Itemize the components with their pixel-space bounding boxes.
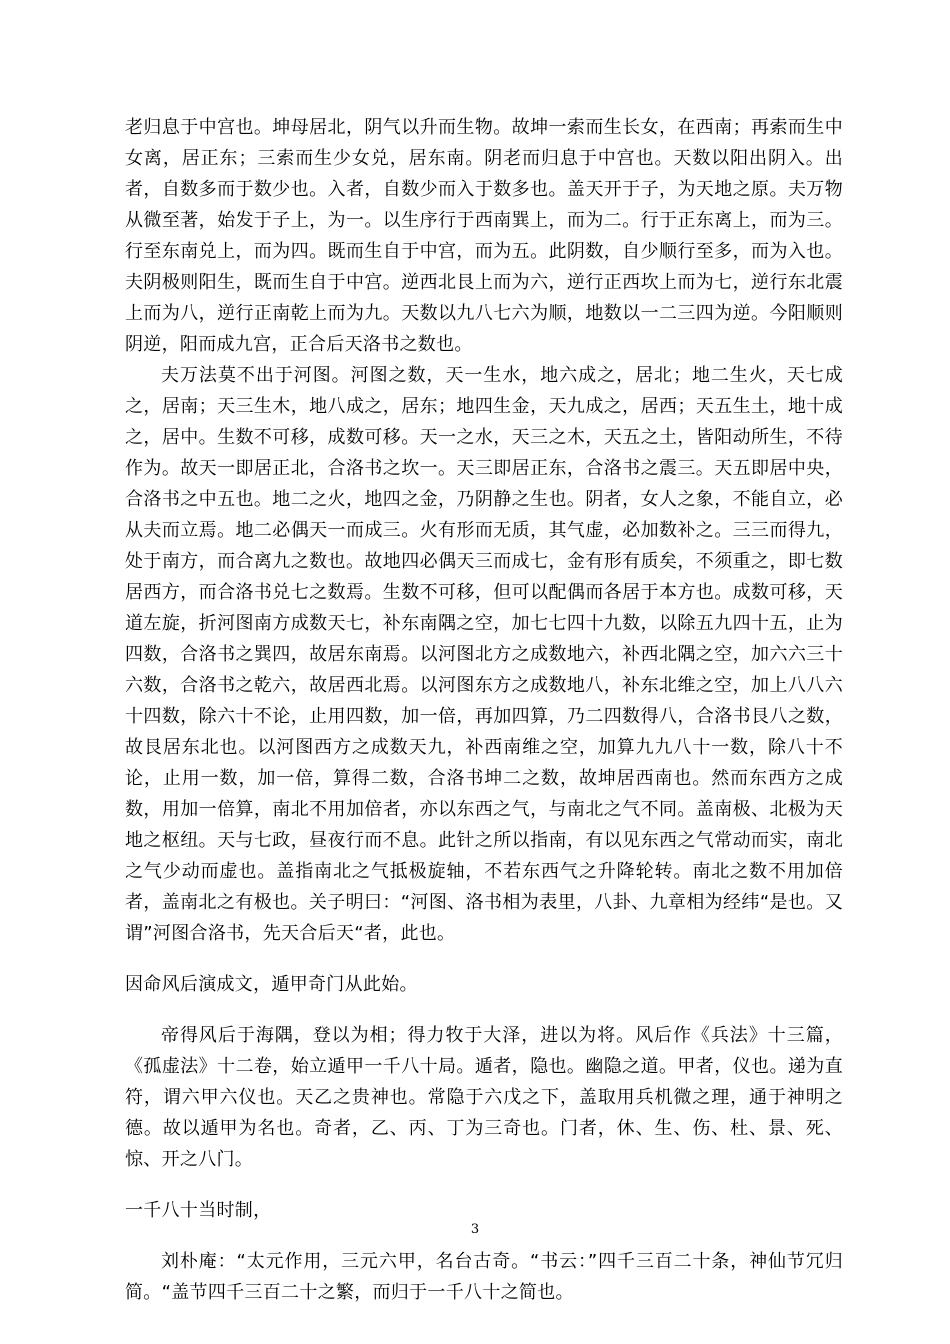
page-number: 3 [470, 1222, 480, 1237]
paragraph-liupuan: 刘朴庵：“太元作用，三元六甲，名台古奇。“书云：”四千三百二十条，神仙节冗归简。“盖节四千三百二十之繁，而归于一千八十之简也。 [125, 1251, 843, 1303]
paragraph-hetu: 夫万法莫不出于河图。河图之数，天一生水，地六成之，居北；地二生火，天七成之，居南；天三生木，地八成之，居东；地四生金，天九成之，居西；天五生土，地十成之，居中。生数不可移，成数可移。天一之水，天三之木，天五之土，皆阳动所生，不待作为。故天一即居正北，合洛书之坎一。天三即居正东，合洛书之震三。天五即居中央，合洛书之中五也。地二之火，地四之金，乃阴静之生也。阴者，女人之象，不能自立，必从夫而立焉。地二必偶天一而成三。火有形而无质，其气虚，必加数补之。三三而得九，处于南方，而合离九之数也。故地四必偶天三而成七，金有形有质矣，不须重之，即七数居西方，而合洛书兑七之数焉。生数不可移，但可以配偶而各居于本方也。成数可移，天道左旋，折河图南方成数天七，补东南隅之空，加七七四十九数，以除五九四十五，止为四数，合洛书之巽四，故居东南焉。以河图北方之成数地六，补西北隅之空，加六六三十六数，合洛书之乾六，故居西北焉。以河图东方之成数地八，补东北维之空，加上八八六十四数，除六十不论，止用四数，加一倍，再加四算，乃二四数得八，合洛书艮八之数，故艮居东北也。以河图西方之成数天九，补西南维之空，加算九九八十一数，除八十不论，止用一数，加一倍，算得二数，合洛书坤二之数，故坤居西南也。然而东西方之成数，用加一倍算，南北不用加倍者，亦以东西之气，与南北之气不同。盖南极、北极为天地之枢纽。天与七政，昼夜行而不息。此针之所以指南，有以见东西之气常动而实，南北之气少动而虚也。盖指南北之气抵极旋轴，不若东西气之升降轮转。南北之数不用加倍者，盖南北之有极也。关子明曰：“河图、洛书相为表里，八卦、九章相为经纬“是也。又谓”河图合洛书，先天合后天“者，此也。 [125, 365, 843, 944]
document-body [125, 112, 843, 1308]
paragraph-dunjia: 帝得风后于海隅，登以为相；得力牧于大泽，进以为将。风后作《兵法》十三篇，《孤虚法》十二卷，始立遁甲一千八十局。遁者，隐也。幽隐之道。甲者，仪也。递为直符，谓六甲六仪也。天乙之贵神也。常隐于六戊之下，盖取用兵机微之理，通于神明之德。故以遁甲为名也。奇者，乙、丙、丁为三奇也。门者，休、生、伤、杜、景、死、惊、开之八门。 [125, 1025, 843, 1170]
verse-line-fenghou: 因命风后演成文，遁甲奇门从此始。 [125, 974, 418, 995]
verse-line-1080: 一千八十当时制， [125, 1200, 272, 1221]
paragraph-continuation: 老归息于中宫也。坤母居北，阴气以升而生物。故坤一索而生长女，在西南；再索而生中女离，居正东；三索而生少女兑，居东南。阴老而归息于中宫也。天数以阳出阴入。出者，自数多而于数少也。入者，自数少而入于数多也。盖天开于子，为天地之原。夫万物从微至著，始发于子上，为一。以生序行于西南巽上，而为二。行于正东离上，而为三。行至东南兑上，而为四。既而生自于中宫，而为五。此阴数，自少顺行至多，而为入也。夫阴极则阳生，既而生自于中宫。逆西北艮上而为六，逆行正西坎上而为七，逆行东北震上而为八，逆行正南乾上而为九。天数以九八七六为顺，地数以一二三四为逆。今阳顺则阴逆，阳而成九宫，正合后天洛书之数也。 [125, 117, 843, 355]
